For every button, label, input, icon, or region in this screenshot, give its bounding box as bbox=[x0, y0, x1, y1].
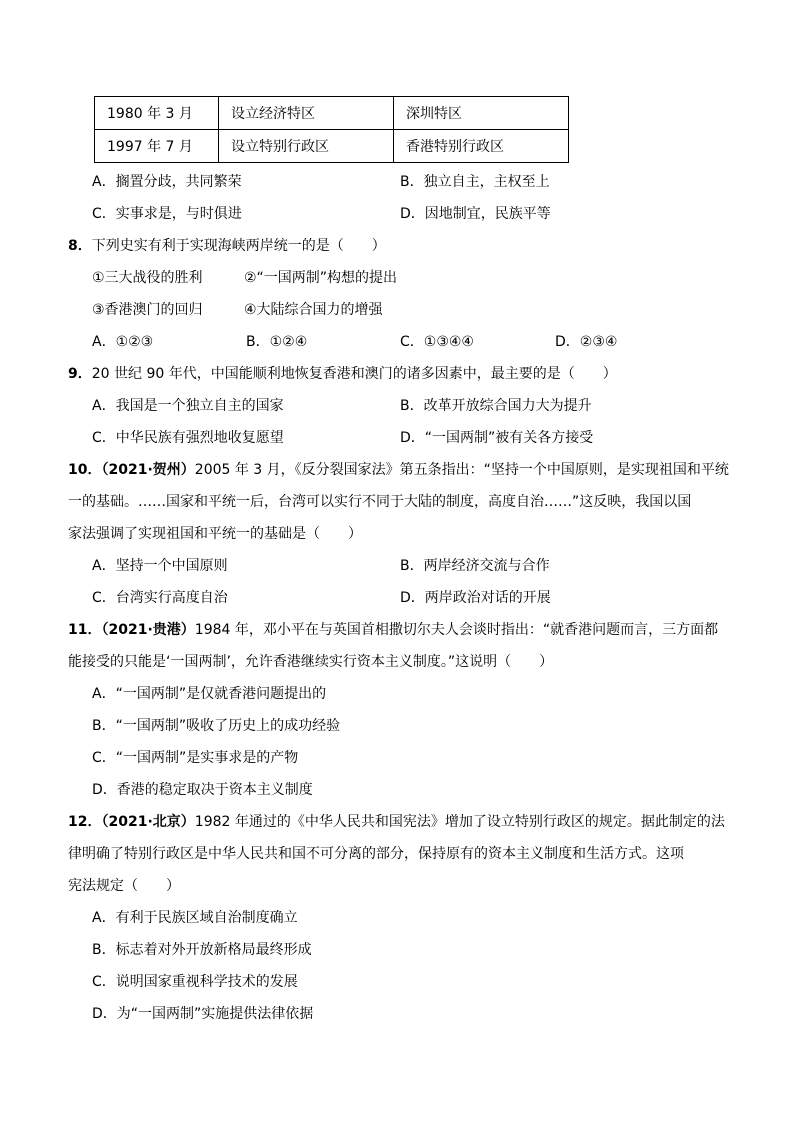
q9-option-b[interactable]: B．改革开放综合国力大为提升 bbox=[400, 398, 592, 414]
q11-stem-line-1 bbox=[68, 620, 718, 640]
q10-option-d[interactable]: D．两岸政治对话的开展 bbox=[400, 590, 551, 606]
q12-option-c[interactable]: C．说明国家重视科学技术的发展 bbox=[92, 974, 298, 990]
q7-option-d[interactable]: D．因地制宜，民族平等 bbox=[400, 206, 551, 222]
question-number: 9． bbox=[68, 366, 92, 382]
q7-option-a[interactable]: A．搁置分歧，共同繁荣 bbox=[92, 174, 242, 190]
q7-option-c[interactable]: C．实事求是，与时俱进 bbox=[92, 206, 242, 222]
q8-option-c[interactable]: C．①③④④ bbox=[400, 334, 474, 350]
q11-option-a[interactable]: A．“一国两制”是仅就香港问题提出的 bbox=[92, 686, 327, 702]
q8-stem-line bbox=[68, 236, 386, 256]
q10-stem-line-3: 家法强调了实现祖国和平统一的基础是（ ） bbox=[68, 526, 362, 542]
question-stem: 2005 年 3 月，《反分裂国家法》第五条指出：“坚持一个中国原则，是实现祖国和平统 bbox=[194, 462, 729, 478]
q8-item-4: ④大陆综合国力的增强 bbox=[244, 302, 383, 318]
question-stem: 下列史实有利于实现海峡两岸统一的是（ ） bbox=[91, 238, 386, 254]
q10-option-c[interactable]: C．台湾实行高度自治 bbox=[92, 590, 228, 606]
q7-option-b[interactable]: B．独立自主，主权至上 bbox=[400, 174, 550, 190]
question-number: 8． bbox=[68, 238, 92, 254]
question-stem: 1982 年通过的《中华人民共和国宪法》增加了设立特别行政区的规定。据此制定的法 bbox=[194, 814, 725, 830]
q12-stem-line-1 bbox=[68, 812, 725, 832]
question-number: 12． bbox=[68, 814, 102, 830]
q8-item-2: ②“一国两制”构想的提出 bbox=[244, 270, 398, 286]
q11-option-d[interactable]: D．香港的稳定取决于资本主义制度 bbox=[92, 782, 313, 798]
table-cell-place: 深圳特区 bbox=[394, 97, 569, 130]
q10-option-a[interactable]: A．坚持一个中国原则 bbox=[92, 558, 228, 574]
q9-option-c[interactable]: C．中华民族有强烈地收复愿望 bbox=[92, 430, 284, 446]
events-table bbox=[94, 96, 569, 163]
question-number: 11． bbox=[68, 622, 102, 638]
q9-stem-line bbox=[68, 364, 617, 384]
q8-item-3: ③香港澳门的回归 bbox=[92, 302, 203, 318]
q8-item-1: ①三大战役的胜利 bbox=[92, 270, 203, 286]
table-cell-date: 1997 年 7 月 bbox=[95, 130, 219, 163]
q11-option-b[interactable]: B．“一国两制”吸收了历史上的成功经验 bbox=[92, 718, 341, 734]
q8-option-a[interactable]: A．①②③ bbox=[92, 334, 154, 350]
table-row bbox=[95, 130, 569, 163]
question-stem: 1984 年，邓小平在与英国首相撒切尔夫人会谈时指出：“就香港问题而言，三方面都 bbox=[194, 622, 719, 638]
q12-option-a[interactable]: A．有利于民族区域自治制度确立 bbox=[92, 910, 298, 926]
question-source: （2021·贵港） bbox=[101, 622, 195, 638]
table-cell-date: 1980 年 3 月 bbox=[95, 97, 219, 130]
q12-stem-line-3: 宪法规定（ ） bbox=[68, 878, 180, 894]
table-cell-event: 设立经济特区 bbox=[219, 97, 394, 130]
q9-option-a[interactable]: A．我国是一个独立自主的国家 bbox=[92, 398, 284, 414]
question-source: （2021·北京） bbox=[101, 814, 195, 830]
question-source: （2021·贺州） bbox=[101, 462, 195, 478]
q9-option-d[interactable]: D．“一国两制”被有关各方接受 bbox=[400, 430, 594, 446]
question-stem: 20 世纪 90 年代，中国能顺利地恢复香港和澳门的诸多因素中，最主要的是（ ） bbox=[91, 366, 617, 382]
table-cell-place: 香港特别行政区 bbox=[394, 130, 569, 163]
table-cell-event: 设立特别行政区 bbox=[219, 130, 394, 163]
q12-option-d[interactable]: D．为“一国两制”实施提供法律依据 bbox=[92, 1006, 314, 1022]
q8-option-d[interactable]: D．②③④ bbox=[555, 334, 618, 350]
table-row bbox=[95, 97, 569, 130]
q10-stem-line-1 bbox=[68, 460, 729, 480]
q10-stem-line-2: 一的基础。……国家和平统一后，台湾可以实行不同于大陆的制度，高度自治……”这反映，我国以国 bbox=[68, 494, 692, 510]
q12-option-b[interactable]: B．标志着对外开放新格局最终形成 bbox=[92, 942, 312, 958]
question-number: 10． bbox=[68, 462, 102, 478]
q8-option-b[interactable]: B．①②④ bbox=[246, 334, 308, 350]
q10-option-b[interactable]: B．两岸经济交流与合作 bbox=[400, 558, 550, 574]
q12-stem-line-2: 律明确了特别行政区是中华人民共和国不可分离的部分，保持原有的资本主义制度和生活方式。这项 bbox=[68, 846, 684, 862]
q11-option-c[interactable]: C．“一国两制”是实事求是的产物 bbox=[92, 750, 299, 766]
q11-stem-line-2: 能接受的只能是‘一国两制’，允许香港继续实行资本主义制度。”这说明（ ） bbox=[68, 654, 554, 670]
